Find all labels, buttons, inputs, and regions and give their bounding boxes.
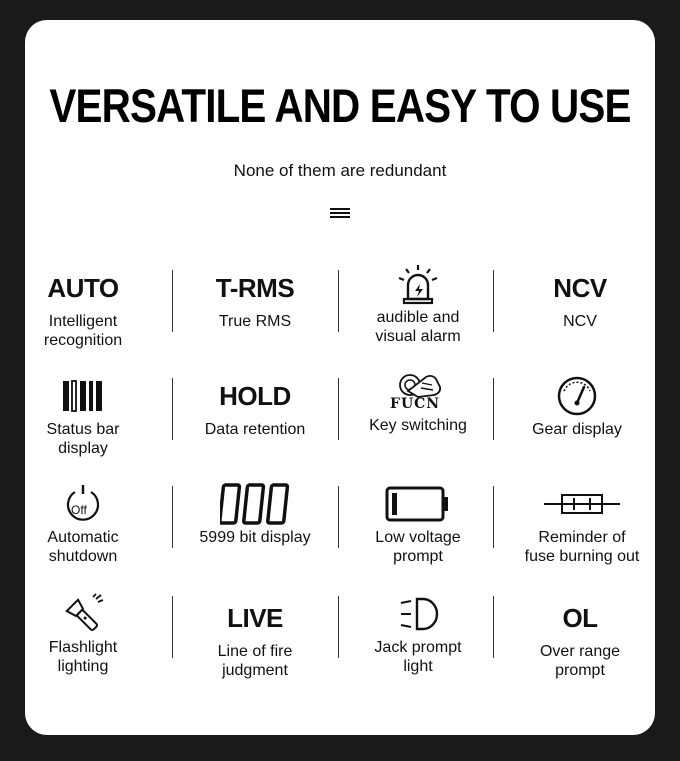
column-divider [172,486,173,548]
feature-auto-shutdown [3,484,163,566]
feature-label: audible and visual alarm [375,309,461,345]
column-divider [338,270,339,332]
feature-auto [3,268,163,350]
key-icon-text: FUCN [390,396,441,412]
feature-label: Reminder of fuse burning out [524,529,640,565]
column-divider [172,596,173,658]
feature-icon-text: LIVE [227,603,283,633]
feature-label: Over range prompt [539,643,621,679]
feature-label: Intelligent recognition [43,313,123,349]
feature-ncv [500,268,660,331]
feature-trms [175,268,335,331]
feature-flashlight [3,594,163,676]
feature-icon-text: AUTO [47,273,119,303]
feature-jack-light [338,594,498,676]
feature-label: True RMS [218,313,292,330]
feature-label: Jack prompt light [374,639,462,675]
fuse-icon [502,484,662,524]
feature-status-bar [3,376,163,458]
feature-icon-text: OL [562,603,598,633]
feature-label: Automatic shutdown [47,529,119,565]
feature-label: Gear display [532,421,622,438]
page-title: VERSATILE AND EASY TO USE [49,79,631,132]
jack-light-icon [338,594,498,634]
feature-ol [500,598,660,680]
feature-fuse [502,484,662,566]
feature-low-voltage [338,484,498,566]
feature-gear-display [497,376,657,439]
feature-icon-text: NCV [553,273,607,303]
column-divider [338,378,339,440]
feature-label: Low voltage prompt [375,529,461,565]
feature-label: 5999 bit display [199,529,311,546]
column-divider [172,270,173,332]
column-divider [172,378,173,440]
column-divider [493,596,494,658]
power-off-icon [3,484,163,524]
feature-key-switching [338,372,498,435]
battery-icon [338,484,498,524]
feature-hold [175,376,335,439]
column-divider [493,378,494,440]
feature-label: Status bar display [46,421,120,457]
column-divider [493,486,494,548]
feature-label: Key switching [369,417,467,434]
digit-display-icon [175,480,335,528]
column-divider [493,270,494,332]
feature-label: Data retention [204,421,306,438]
column-divider [338,596,339,658]
gauge-icon [497,376,657,416]
status-bar-icon [3,376,163,416]
menu-lines-icon [330,208,350,218]
column-divider [338,486,339,548]
key-press-icon [338,372,498,412]
feature-live [175,598,335,680]
feature-icon-text: T-RMS [215,273,295,303]
feature-label: Line of fire judgment [217,643,293,679]
flashlight-icon [3,594,163,634]
alarm-light-icon [338,264,498,304]
feature-5999-display [175,480,335,547]
power-icon-text: Off [71,503,87,517]
feature-label: NCV [563,313,597,330]
subtitle: None of them are redundant [233,161,447,180]
feature-icon-text: HOLD [219,381,291,411]
feature-alarm [338,264,498,346]
feature-label: Flashlight lighting [48,639,118,675]
